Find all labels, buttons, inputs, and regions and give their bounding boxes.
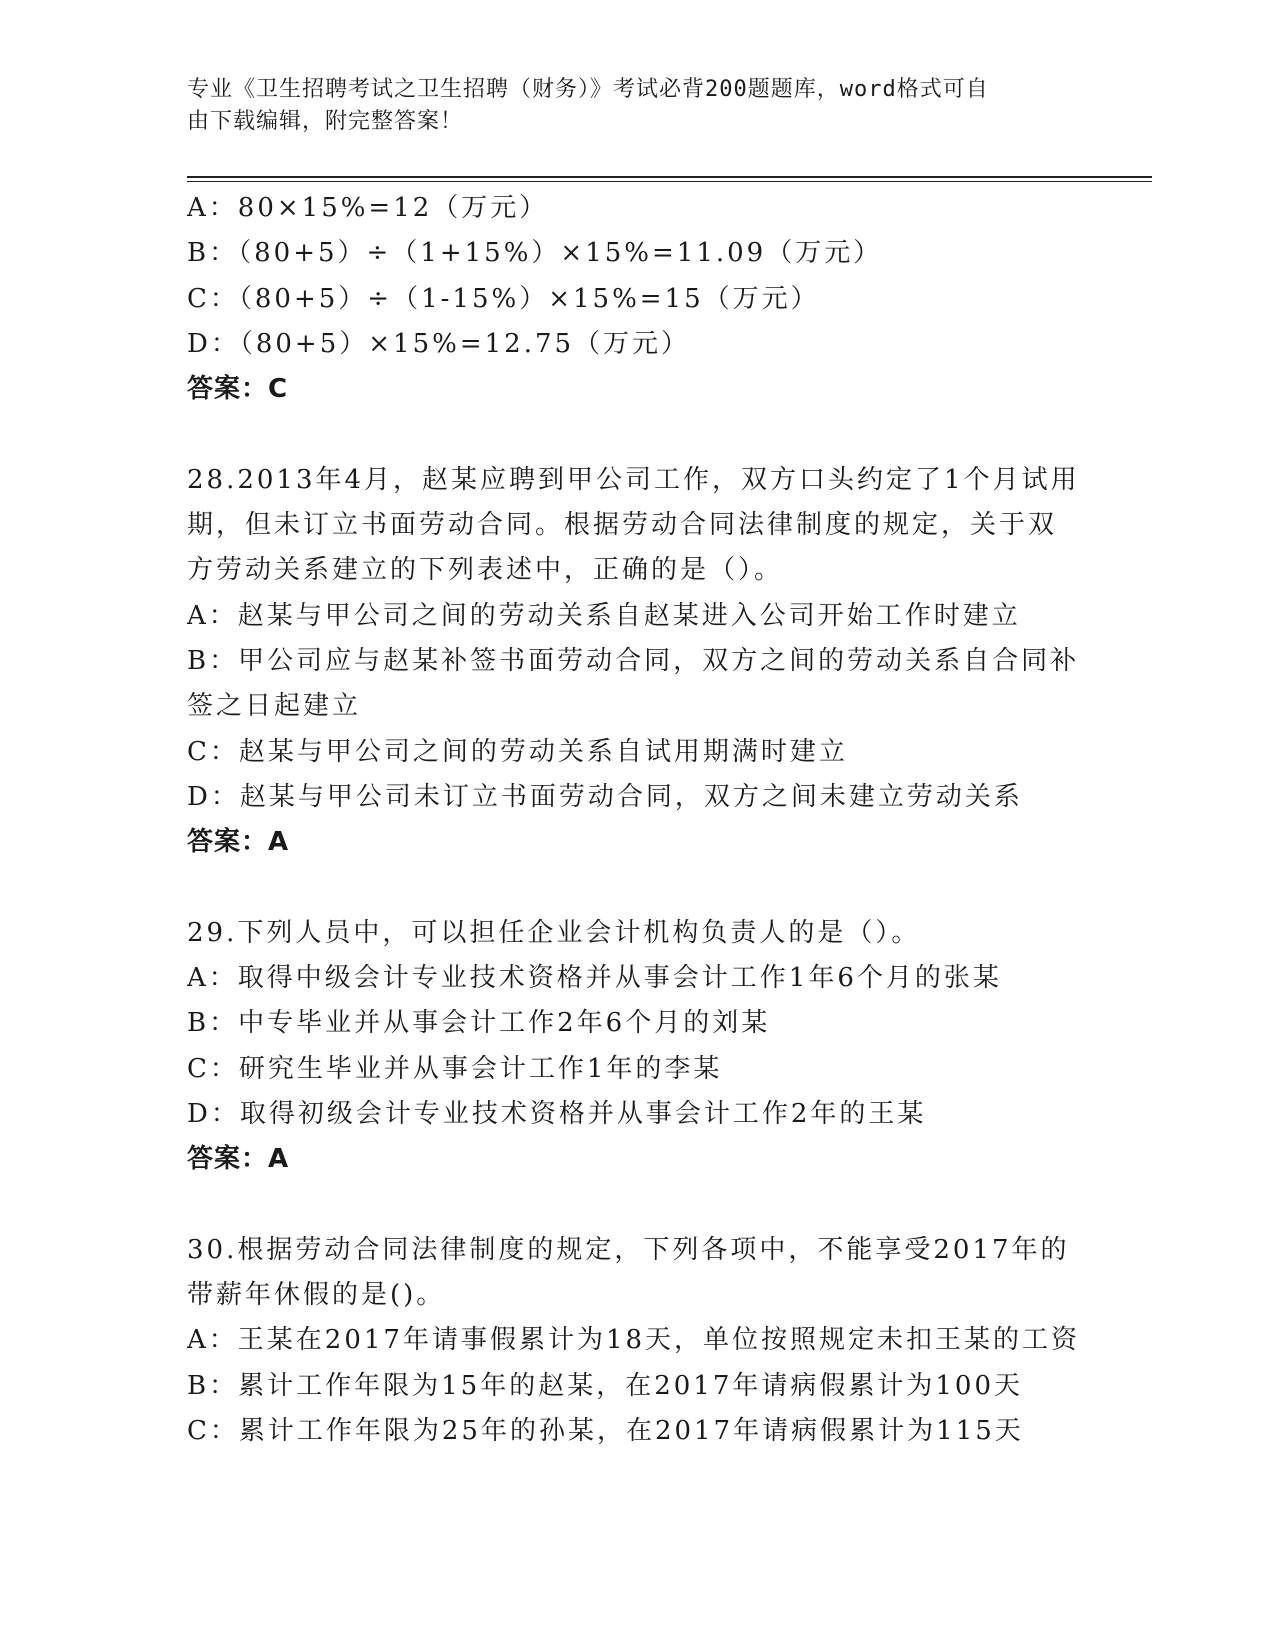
option-d: D：赵某与甲公司未订立书面劳动合同，双方之间未建立劳动关系 [187, 781, 1023, 812]
option-c: C：赵某与甲公司之间的劳动关系自试用期满时建立 [187, 736, 848, 767]
answer: 答案：C [187, 374, 289, 405]
question-stem-line: 带薪年休假的是()。 [187, 1280, 446, 1311]
question-stem-line: 28.2013年4月，赵某应聘到甲公司工作，双方口头约定了1个月试用 [187, 464, 1080, 495]
question-stem-line: 30.根据劳动合同法律制度的规定，下列各项中，不能享受2017年的 [187, 1234, 1070, 1265]
question-28 [187, 458, 1137, 866]
question-spacer [187, 1183, 1137, 1228]
question-spacer [187, 865, 1137, 910]
option-b: B：（80+5）÷（1+15%）×15%=11.09（万元） [187, 238, 883, 269]
header-divider-thin [187, 181, 1152, 182]
header-divider-thick [187, 176, 1152, 178]
question-list [187, 186, 1137, 1454]
option-b: B：累计工作年限为15年的赵某，在2017年请病假累计为100天 [187, 1370, 1023, 1401]
question-stem-line: 方劳动关系建立的下列表述中，正确的是（）。 [187, 555, 784, 586]
option-a: A：取得中级会计专业技术资格并从事会计工作1年6个月的张某 [187, 963, 1002, 994]
question-29 [187, 911, 1137, 1183]
question-27-tail [187, 186, 1137, 412]
question-stem-line: 期，但未订立书面劳动合同。根据劳动合同法律制度的规定，关于双 [187, 510, 1058, 541]
question-spacer [187, 412, 1137, 457]
page-header [187, 74, 1087, 138]
option-a: A：王某在2017年请事假累计为18天，单位按照规定未扣王某的工资 [187, 1325, 1081, 1356]
question-stem-line: 29.下列人员中，可以担任企业会计机构负责人的是（）。 [187, 917, 921, 948]
option-c: C：（80+5）÷（1-15%）×15%=15（万元） [187, 283, 820, 314]
option-b: B：中专毕业并从事会计工作2年6个月的刘某 [187, 1008, 771, 1039]
option-a: A：赵某与甲公司之间的劳动关系自赵某进入公司开始工作时建立 [187, 600, 1021, 631]
answer: 答案：A [187, 827, 290, 858]
option-d: D：取得初级会计专业技术资格并从事会计工作2年的王某 [187, 1098, 927, 1129]
answer: 答案：A [187, 1144, 290, 1175]
option-c: C：研究生毕业并从事会计工作1年的李某 [187, 1053, 723, 1084]
header-title-line-1: 专业《卫生招聘考试之卫生招聘（财务）》考试必背200题题库，word格式可自 [187, 77, 989, 102]
question-30 [187, 1228, 1137, 1454]
option-d: D：（80+5）×15%=12.75（万元） [187, 328, 691, 359]
option-b-continued: 签之日起建立 [187, 691, 362, 722]
option-b: B：甲公司应与赵某补签书面劳动合同，双方之间的劳动关系自合同补 [187, 645, 1080, 676]
option-c: C：累计工作年限为25年的孙某，在2017年请病假累计为115天 [187, 1416, 1024, 1447]
option-a: A：80×15%=12（万元） [187, 193, 549, 223]
header-title-line-2: 由下载编辑，附完整答案！ [187, 109, 464, 134]
